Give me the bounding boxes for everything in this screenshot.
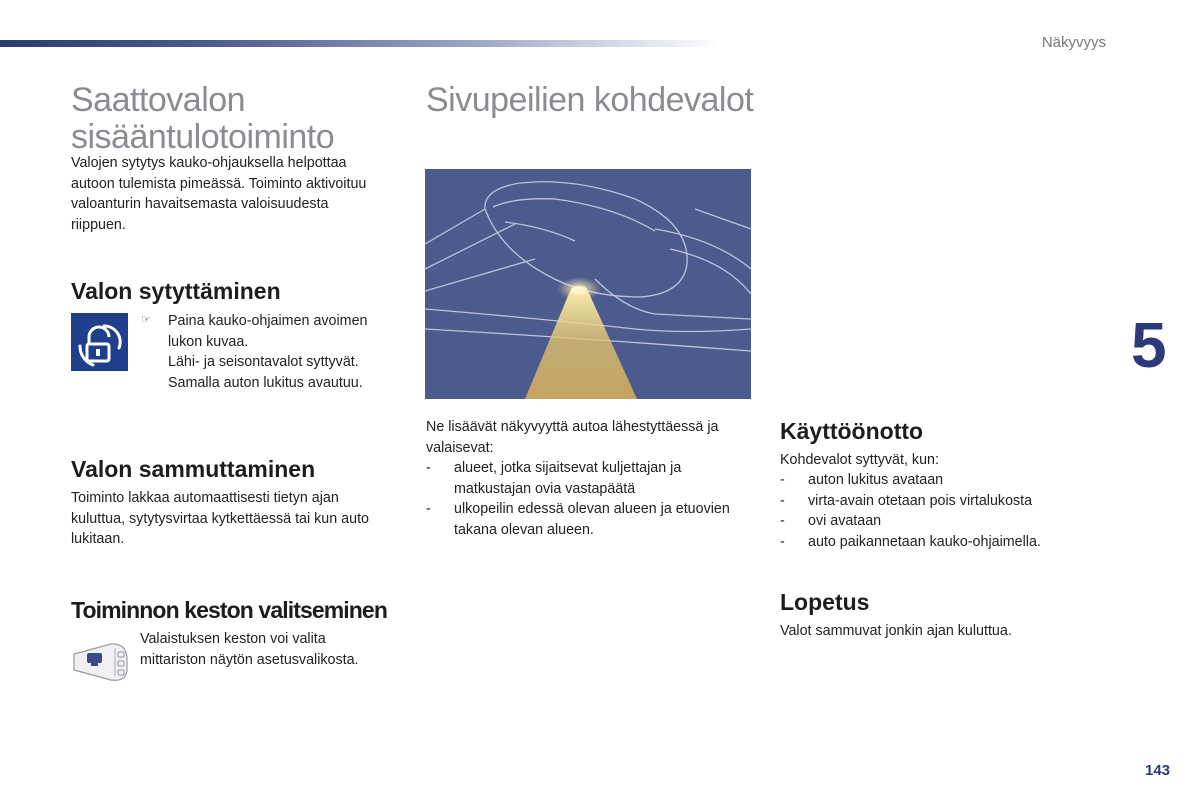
section-name: Näkyvyys: [1041, 34, 1106, 51]
duration-heading: Toiminnon keston valitseminen: [71, 597, 387, 623]
text-line: lukon kuvaa.: [168, 333, 249, 350]
text-line: ulkopeilin edessä olevan alueen ja etuovien: [454, 501, 730, 517]
text-line: mittariston näytön asetusvalikosta.: [140, 651, 359, 668]
lit-areas-list: [426, 458, 730, 540]
left-page-title: [71, 82, 334, 156]
switch-off-text: [71, 488, 369, 550]
duration-text: [140, 629, 359, 670]
activation-heading: Käyttöönotto: [780, 418, 924, 444]
text-line: Toiminto lakkaa automaattisesti tietyn ajan: [71, 490, 339, 506]
text-line: Lähi- ja seisontavalot syttyvät.: [168, 354, 359, 370]
activation-intro: Kohdevalot syttyvät, kun:: [780, 452, 939, 468]
intro-paragraph: [71, 153, 366, 235]
text-line: alueet, jotka sijaitsevat kuljettajan ja: [454, 460, 682, 476]
switch-off-heading: Valon sammuttaminen: [71, 456, 316, 482]
text-line: autoon tulemista pimeässä. Toiminto aktivoituu: [71, 175, 367, 192]
left-title-line: sisääntulotoiminto: [71, 118, 335, 156]
left-title-line: Saattovalon: [71, 81, 246, 119]
text-line: lukitaan.: [71, 531, 125, 547]
stop-heading: Lopetus: [780, 589, 870, 615]
list-item: [426, 458, 730, 499]
list-item: - virta-avain otetaan pois virtalukosta: [780, 491, 1041, 512]
list-item: - auton lukitus avataan: [780, 470, 1041, 491]
list-item: - ovi avataan: [780, 511, 1041, 532]
unlocked-padlock-icon: [71, 313, 128, 371]
text-line: Samalla auton lukitus avautuu.: [168, 374, 363, 391]
header-gradient-bar: [0, 40, 720, 47]
text-line: Valojen sytytys kauko-ohjauksella helpottaa: [71, 155, 347, 171]
instrument-panel-icon: [71, 640, 129, 684]
text-line: riippuen.: [71, 216, 126, 233]
chapter-number: 5: [1131, 309, 1167, 381]
list-item: - auto paikannetaan kauko-ohjaimella.: [780, 532, 1041, 553]
text-line: kuluttua, sytytysvirtaa kytkettäessä tai kun auto: [71, 510, 369, 527]
right-page-title: Sivupeilien kohdevalot: [426, 81, 754, 119]
activation-list: [780, 470, 1041, 552]
switch-on-heading: Valon sytyttäminen: [71, 278, 281, 304]
list-item: [426, 499, 730, 540]
stop-text: Valot sammuvat jonkin ajan kuluttua.: [780, 623, 1012, 639]
text-line: Ne lisäävät näkyvyyttä autoa lähestyttäessä ja: [426, 419, 719, 435]
text-line: takana olevan alueen.: [454, 521, 594, 538]
text-line: Paina kauko-ohjaimen avoimen: [168, 313, 368, 329]
description-text: [426, 417, 718, 458]
text-line: matkustajan ovia vastapäätä: [454, 480, 636, 497]
mirror-light-illustration: [425, 169, 751, 399]
page-number: 143: [1145, 762, 1171, 779]
text-line: Valaistuksen keston voi valita: [140, 631, 326, 647]
text-line: valoanturin havaitsemasta valoisuudesta: [71, 196, 329, 212]
switch-on-text: [168, 311, 367, 393]
text-line: valaisevat:: [426, 439, 494, 456]
pointing-finger-icon: ☞: [141, 314, 151, 326]
